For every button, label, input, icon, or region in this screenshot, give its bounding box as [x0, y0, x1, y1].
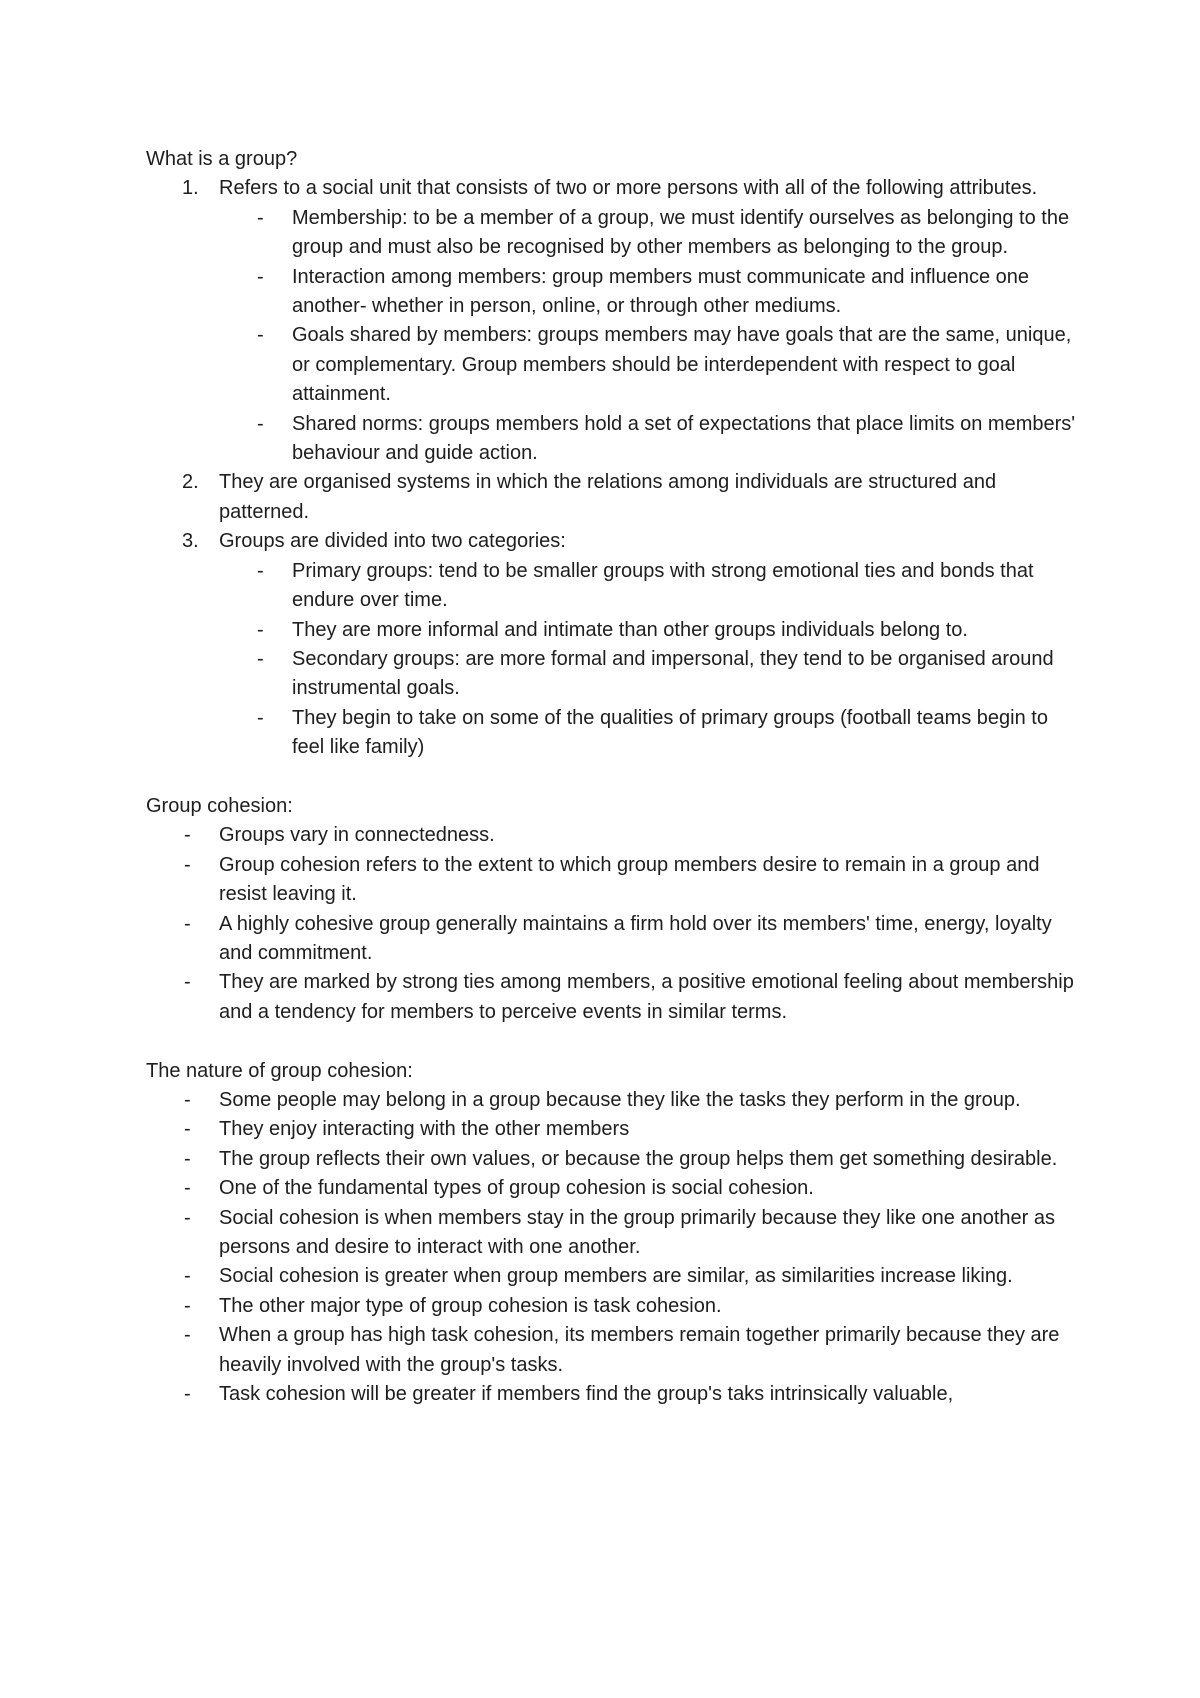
dash-bullet: - [184, 1265, 191, 1288]
list-item [146, 527, 1076, 762]
dash-bullet: - [184, 853, 191, 876]
list-item [219, 263, 1076, 322]
numbered-list [146, 174, 1076, 762]
dash-bullet: - [184, 824, 191, 847]
list-item [146, 968, 1076, 1027]
paragraph-spacer [146, 763, 1076, 792]
list-item-text: A highly cohesive group generally maintains a firm hold over its members' time, energy, loyalty and commitment. [219, 912, 1052, 964]
list-item-text: Shared norms: groups members hold a set of expectations that place limits on members' behaviour and guide action. [292, 412, 1076, 465]
list-item [219, 321, 1076, 409]
list-number: 1. [182, 177, 199, 200]
list-item-text: Some people may belong in a group because they like the tasks they perform in the group. [219, 1088, 1021, 1111]
list-item-text: They are organised systems in which the relations among individuals are structured and patterned. [219, 471, 997, 523]
list-item-text: Groups vary in connectedness. [219, 824, 495, 847]
list-item-text: Refers to a social unit that consists of two or more persons with all of the following attributes. [219, 177, 1038, 200]
dash-bullet: - [257, 618, 264, 641]
dash-bullet: - [257, 206, 264, 229]
list-item-text: Secondary groups: are more formal and impersonal, they tend to be organised around instrumental goals. [292, 647, 1054, 700]
list-item-text: They are marked by strong ties among members, a positive emotional feeling about membership and a tendency for members to perceive events in similar terms. [219, 971, 1074, 1023]
list-item-text: Goals shared by members: groups members may have goals that are the same, unique, or complementary. Group members should be interdependent with respect to goal attainment. [292, 324, 1072, 406]
dash-bullet: - [257, 265, 264, 288]
list-item-text: Groups are divided into two categories: [219, 530, 566, 553]
section-heading-group-cohesion: Group cohesion: [146, 794, 293, 817]
section-heading-nature-of-group-cohesion: The nature of group cohesion: [146, 1059, 413, 1082]
list-item-text: One of the fundamental types of group cohesion is social cohesion. [219, 1177, 814, 1200]
sub-list [219, 557, 1076, 763]
paragraph-spacer [146, 1027, 1076, 1056]
bullet-list [146, 1086, 1076, 1409]
dash-bullet: - [184, 1177, 191, 1200]
dash-bullet: - [184, 1147, 191, 1170]
list-item-text: Membership: to be a member of a group, we must identify ourselves as belonging to the group and must also be recognised by other members as belonging to the group. [292, 206, 1070, 259]
list-item [146, 174, 1076, 468]
list-item-text: Primary groups: tend to be smaller groups with strong emotional ties and bonds that endure over time. [292, 559, 1034, 612]
dash-bullet: - [184, 912, 191, 935]
sub-list [219, 204, 1076, 469]
bullet-list [146, 821, 1076, 1027]
list-item [219, 645, 1076, 704]
dash-bullet: - [184, 1324, 191, 1347]
list-item [146, 1380, 1076, 1409]
dash-bullet: - [257, 647, 264, 670]
list-item [146, 851, 1076, 910]
list-item [146, 468, 1076, 527]
dash-bullet: - [257, 324, 264, 347]
list-item-text: The other major type of group cohesion is task cohesion. [219, 1294, 722, 1317]
list-item-text: When a group has high task cohesion, its members remain together primarily because they are heavily involved with the group's tasks. [219, 1324, 1060, 1376]
list-item-text: The group reflects their own values, or because the group helps them get something desirable. [219, 1147, 1058, 1170]
list-item-text: They begin to take on some of the qualities of primary groups (football teams begin to feel like family) [292, 706, 1048, 759]
dash-bullet: - [184, 1088, 191, 1111]
dash-bullet: - [184, 1206, 191, 1229]
dash-bullet: - [257, 412, 264, 435]
dash-bullet: - [184, 971, 191, 994]
list-number: 2. [182, 471, 199, 494]
section-heading-what-is-a-group: What is a group? [146, 148, 298, 170]
dash-bullet: - [184, 1383, 191, 1406]
list-item [146, 1174, 1076, 1203]
list-item [146, 1292, 1076, 1321]
list-item [219, 557, 1076, 616]
list-item-text: They enjoy interacting with the other members [219, 1118, 630, 1141]
dash-bullet: - [184, 1294, 191, 1317]
dash-bullet: - [257, 559, 264, 582]
list-item [146, 1262, 1076, 1291]
list-item [146, 1204, 1076, 1263]
list-item-text: Group cohesion refers to the extent to which group members desire to remain in a group and resist leaving it. [219, 853, 1040, 906]
list-item-text: Social cohesion is greater when group members are similar, as similarities increase liking. [219, 1265, 1013, 1288]
dash-bullet: - [257, 706, 264, 729]
list-item [146, 910, 1076, 969]
list-item [146, 1145, 1076, 1174]
list-item [146, 821, 1076, 850]
list-item-text: Interaction among members: group members must communicate and influence one another- whether in person, online, or through other mediums. [292, 265, 1030, 318]
list-item [219, 616, 1076, 645]
list-item-text: They are more informal and intimate than other groups individuals belong to. [292, 618, 968, 641]
list-item [146, 1321, 1076, 1380]
dash-bullet: - [184, 1118, 191, 1141]
list-number: 3. [182, 530, 199, 553]
list-item [146, 1086, 1076, 1115]
list-item [219, 410, 1076, 469]
list-item [219, 204, 1076, 263]
document-page [146, 145, 1076, 1409]
list-item [219, 704, 1076, 763]
list-item-text: Social cohesion is when members stay in the group primarily because they like one another as persons and desire to interact with one another. [219, 1206, 1055, 1258]
list-item-text: Task cohesion will be greater if members find the group's taks intrinsically valuable, [219, 1383, 954, 1406]
list-item [146, 1115, 1076, 1144]
